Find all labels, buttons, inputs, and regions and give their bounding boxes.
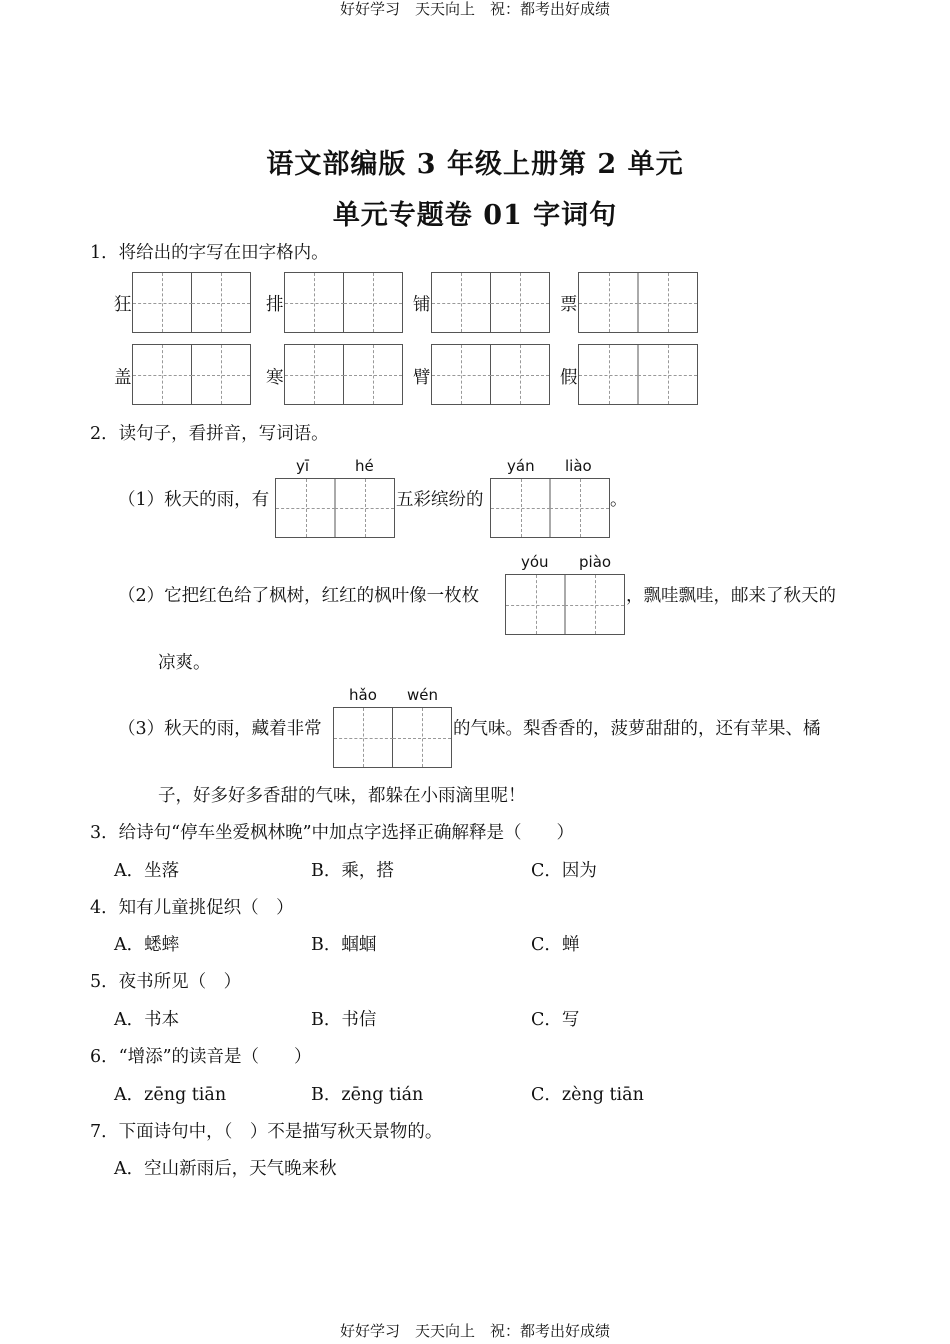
s2-pinyin-1a: yóu: [521, 553, 549, 571]
s1-answer-grid-1[interactable]: [275, 478, 395, 538]
s3-text-2: 的气味。梨香香的，菠萝甜甜的，还有苹果、橘: [453, 719, 821, 739]
s1-pinyin-2b: liào: [565, 457, 592, 475]
q1-char-1: 狂: [114, 295, 132, 315]
q1-writing-grid-8[interactable]: [578, 344, 698, 405]
q1-char-6: 寒: [266, 368, 284, 388]
q6-option-c[interactable]: C．zèng tiān: [531, 1085, 644, 1105]
page-subtitle: 单元专题卷 01 字词句: [332, 200, 618, 231]
q4-option-b[interactable]: B．蝈蝈: [311, 935, 377, 955]
q6-option-b[interactable]: B．zēng tián: [311, 1085, 424, 1105]
s1-pinyin-1b: hé: [355, 457, 374, 475]
s2-text-1: （2）它把红色给了枫树，红红的枫叶像一枚枚: [118, 586, 480, 606]
page-title: 语文部编版 3 年级上册第 2 单元: [266, 149, 684, 180]
q1-writing-grid-1[interactable]: [132, 272, 251, 333]
q5-option-a[interactable]: A．书本: [114, 1010, 180, 1030]
q3-option-a[interactable]: A．坐落: [114, 861, 180, 881]
page-header: 好好学习 天天向上 祝：都考出好成绩: [339, 0, 610, 18]
s3-text-1: （3）秋天的雨，藏着非常: [118, 719, 322, 739]
q7-option-a[interactable]: A．空山新雨后，天气晚来秋: [114, 1159, 337, 1179]
question-4-prompt: 4．知有儿童挑促织（ ）: [90, 898, 294, 918]
q4-option-a[interactable]: A．蟋蟀: [114, 935, 180, 955]
q6-option-a[interactable]: A．zēng tiān: [114, 1085, 227, 1105]
s1-pinyin-2a: yán: [507, 457, 535, 475]
s2-pinyin-1b: piào: [579, 553, 612, 571]
q1-char-5: 盖: [114, 368, 132, 388]
s2-text-2: ，飘哇飘哇，邮来了秋天的: [626, 586, 836, 606]
s1-pinyin-1a: yī: [296, 457, 310, 475]
question-6-prompt: 6．“增添”的读音是（ ）: [90, 1047, 312, 1067]
s2-answer-grid[interactable]: [505, 574, 625, 635]
s3-text-cont: 子，好多好多香甜的气味，都躲在小雨滴里呢！: [158, 786, 526, 806]
s3-pinyin-1a: hǎo: [349, 686, 377, 704]
page-footer: 好好学习 天天向上 祝：都考出好成绩: [339, 1322, 610, 1340]
q1-writing-grid-3[interactable]: [431, 272, 550, 333]
q1-writing-grid-4[interactable]: [578, 272, 698, 333]
s3-answer-grid[interactable]: [333, 707, 452, 768]
q3-option-b[interactable]: B．乘，搭: [311, 861, 394, 881]
question-5-prompt: 5．夜书所见（ ）: [90, 972, 242, 992]
question-7-prompt: 7．下面诗句中，（ ）不是描写秋天景物的。: [90, 1122, 443, 1142]
q3-option-c[interactable]: C．因为: [531, 861, 597, 881]
s1-answer-grid-2[interactable]: [490, 478, 610, 538]
s1-text-2: 五彩缤纷的: [396, 490, 484, 510]
q1-writing-grid-2[interactable]: [284, 272, 403, 333]
s3-pinyin-1b: wén: [407, 686, 439, 704]
q4-option-c[interactable]: C．蝉: [531, 935, 580, 955]
q1-char-8: 假: [560, 368, 578, 388]
question-3-prompt: 3．给诗句“停车坐爱枫林晚”中加点字选择正确解释是（ ）: [90, 823, 575, 843]
q1-writing-grid-6[interactable]: [284, 344, 403, 405]
q1-char-4: 票: [560, 295, 578, 315]
q1-char-7: 臂: [413, 368, 431, 388]
question-2-prompt: 2．读句子，看拼音，写词语。: [90, 424, 329, 444]
q5-option-b[interactable]: B．书信: [311, 1010, 377, 1030]
s1-text-1: （1）秋天的雨，有: [118, 490, 270, 510]
s1-text-3: 。: [610, 490, 628, 510]
q5-option-c[interactable]: C．写: [531, 1010, 580, 1030]
s2-text-cont: 凉爽。: [158, 653, 211, 673]
q1-writing-grid-7[interactable]: [431, 344, 550, 405]
q1-writing-grid-5[interactable]: [132, 344, 251, 405]
question-1-prompt: 1．将给出的字写在田字格内。: [90, 243, 329, 263]
q1-char-3: 铺: [413, 295, 431, 315]
q1-char-2: 排: [266, 295, 284, 315]
